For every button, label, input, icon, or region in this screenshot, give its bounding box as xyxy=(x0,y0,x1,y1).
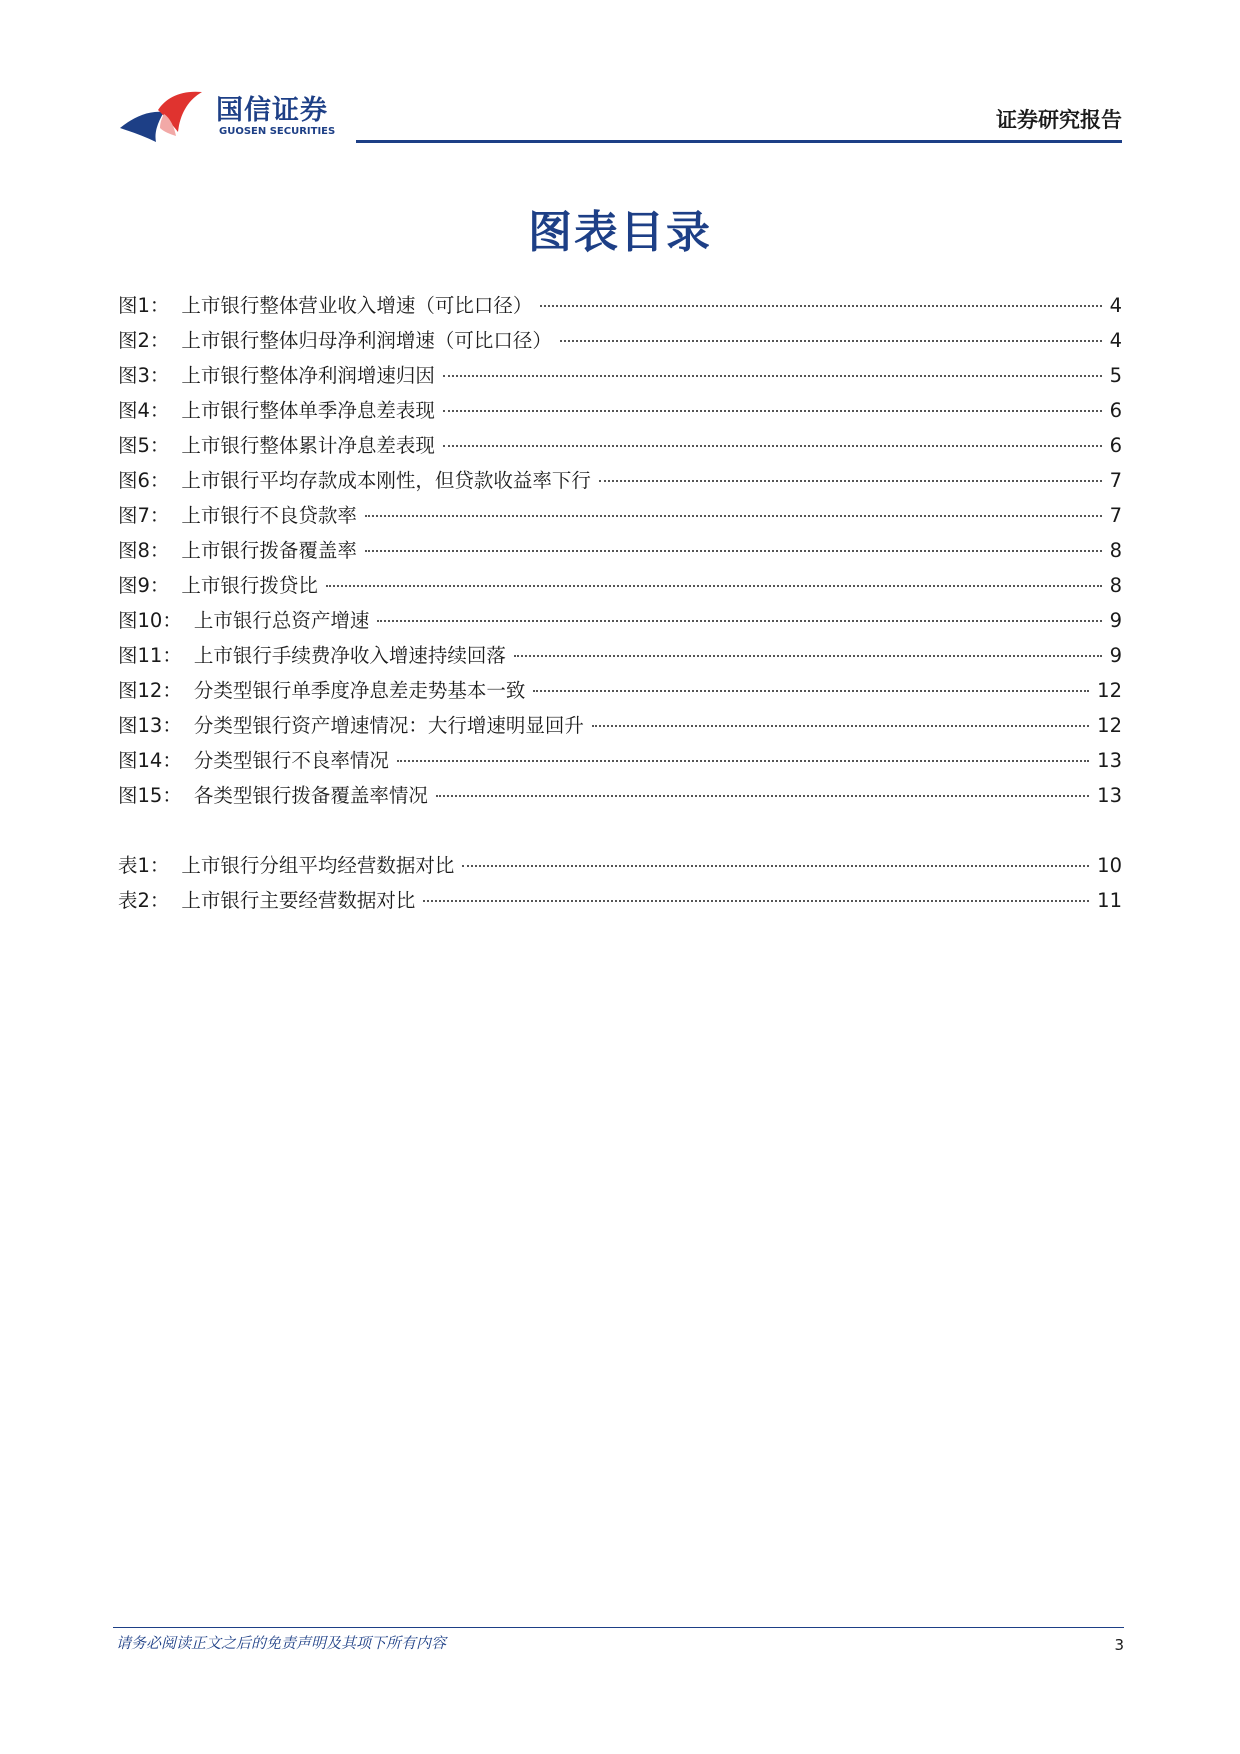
guosen-logo-mark-icon xyxy=(118,88,204,144)
toc-dot-leader xyxy=(533,690,1089,692)
footer-disclaimer: 请务必阅读正文之后的免责声明及其项下所有内容 xyxy=(116,1634,447,1652)
toc-entry[interactable] xyxy=(118,780,1122,815)
toc-entry-page: 8 xyxy=(1109,574,1122,597)
toc-entry[interactable] xyxy=(118,535,1122,570)
toc-entry-title: 上市银行主要经营数据对比 xyxy=(181,889,416,912)
toc-entry[interactable] xyxy=(118,710,1122,745)
logo-english-name: GUOSEN SECURITIES xyxy=(219,126,336,137)
toc-entry-title: 上市银行手续费净收入增速持续回落 xyxy=(193,644,506,667)
toc-entry[interactable] xyxy=(118,290,1122,325)
toc-entry[interactable] xyxy=(118,325,1122,360)
toc-entry-number: 图6： xyxy=(118,469,170,492)
toc-entry-number: 图12： xyxy=(118,679,182,702)
toc-entry[interactable] xyxy=(118,675,1122,710)
toc-entry-title: 上市银行整体累计净息差表现 xyxy=(181,434,435,457)
toc-entry-page: 12 xyxy=(1097,679,1122,702)
toc-entry-page: 9 xyxy=(1109,609,1122,632)
toc-dot-leader xyxy=(377,620,1101,622)
toc-entry[interactable] xyxy=(118,395,1122,430)
toc-entry-page: 12 xyxy=(1097,714,1122,737)
header-divider xyxy=(356,140,1122,143)
toc-entry-title: 上市银行分组平均经营数据对比 xyxy=(181,854,455,877)
toc-entry-number: 图5： xyxy=(118,434,170,457)
toc-entry[interactable] xyxy=(118,745,1122,780)
toc-entry[interactable] xyxy=(118,500,1122,535)
toc-dot-leader xyxy=(540,305,1101,307)
toc-entry[interactable] xyxy=(118,430,1122,465)
toc-entry-page: 4 xyxy=(1109,294,1122,317)
toc-entry-title: 分类型银行资产增速情况：大行增速明显回升 xyxy=(193,714,584,737)
toc-entry-number: 图14： xyxy=(118,749,182,772)
toc-entry-number: 图13： xyxy=(118,714,182,737)
toc-entry-page: 6 xyxy=(1109,399,1122,422)
toc-entry-title: 上市银行整体归母净利润增速（可比口径） xyxy=(181,329,552,352)
toc-dot-leader xyxy=(462,865,1089,867)
toc-dot-leader xyxy=(365,515,1102,517)
table-list xyxy=(118,850,1122,920)
toc-entry-title: 上市银行拨贷比 xyxy=(181,574,318,597)
toc-dot-leader xyxy=(560,340,1102,342)
toc-entry-page: 10 xyxy=(1097,854,1122,877)
page-header xyxy=(118,84,1122,144)
toc-entry-title: 分类型银行单季度净息差走势基本一致 xyxy=(193,679,526,702)
toc-entry-number: 图10： xyxy=(118,609,182,632)
toc-entry-page: 8 xyxy=(1109,539,1122,562)
toc-dot-leader xyxy=(436,795,1089,797)
toc-entry-title: 上市银行整体净利润增速归因 xyxy=(181,364,435,387)
toc-entry-title: 上市银行不良贷款率 xyxy=(181,504,357,527)
toc-dot-leader xyxy=(443,410,1102,412)
toc-entry[interactable] xyxy=(118,465,1122,500)
toc-entry-page: 13 xyxy=(1097,784,1122,807)
toc-entry-number: 图2： xyxy=(118,329,170,352)
toc-dot-leader xyxy=(592,725,1089,727)
footer-divider xyxy=(113,1627,1124,1628)
toc-dot-leader xyxy=(443,375,1102,377)
toc-entry[interactable] xyxy=(118,885,1122,920)
toc-entry-number: 图7： xyxy=(118,504,170,527)
toc-dot-leader xyxy=(397,760,1089,762)
toc-entry-number: 图8： xyxy=(118,539,170,562)
toc-entry[interactable] xyxy=(118,570,1122,605)
toc-entry-page: 4 xyxy=(1109,329,1122,352)
toc-entry-page: 9 xyxy=(1109,644,1122,667)
toc-entry-number: 图15： xyxy=(118,784,182,807)
toc-dot-leader xyxy=(514,655,1102,657)
toc-entry-page: 5 xyxy=(1109,364,1122,387)
toc-entry-title: 上市银行整体单季净息差表现 xyxy=(181,399,435,422)
guosen-logo xyxy=(118,84,348,144)
toc-entry-page: 7 xyxy=(1109,504,1122,527)
toc-entry[interactable] xyxy=(118,360,1122,395)
toc-dot-leader xyxy=(423,900,1089,902)
toc-dot-leader xyxy=(599,480,1102,482)
toc-entry-page: 6 xyxy=(1109,434,1122,457)
toc-entry-page: 13 xyxy=(1097,749,1122,772)
toc-entry-title: 上市银行平均存款成本刚性，但贷款收益率下行 xyxy=(181,469,591,492)
page-number: 3 xyxy=(1114,1636,1124,1654)
toc-entry-number: 表1： xyxy=(118,854,170,877)
toc-entry[interactable] xyxy=(118,605,1122,640)
page-title: 图表目录 xyxy=(528,207,712,258)
toc-entry-title: 各类型银行拨备覆盖率情况 xyxy=(193,784,428,807)
toc-entry-page: 11 xyxy=(1097,889,1122,912)
toc-entry-title: 上市银行整体营业收入增速（可比口径） xyxy=(181,294,533,317)
toc-entry-title: 上市银行总资产增速 xyxy=(193,609,370,632)
toc-entry-number: 表2： xyxy=(118,889,170,912)
toc-entry-title: 上市银行拨备覆盖率 xyxy=(181,539,357,562)
toc-entry-number: 图9： xyxy=(118,574,170,597)
toc-entry-number: 图11： xyxy=(118,644,182,667)
logo-chinese-name: 国信证券 xyxy=(216,95,328,126)
toc-entry[interactable] xyxy=(118,850,1122,885)
toc-dot-leader xyxy=(326,585,1102,587)
toc-entry-title: 分类型银行不良率情况 xyxy=(193,749,389,772)
toc-dot-leader xyxy=(443,445,1102,447)
report-type-label: 证券研究报告 xyxy=(996,108,1122,132)
toc-entry-number: 图4： xyxy=(118,399,170,422)
toc-entry-page: 7 xyxy=(1109,469,1122,492)
toc-entry[interactable] xyxy=(118,640,1122,675)
toc-entry-number: 图1： xyxy=(118,294,170,317)
figure-list xyxy=(118,290,1122,815)
toc-dot-leader xyxy=(365,550,1102,552)
toc-entry-number: 图3： xyxy=(118,364,170,387)
